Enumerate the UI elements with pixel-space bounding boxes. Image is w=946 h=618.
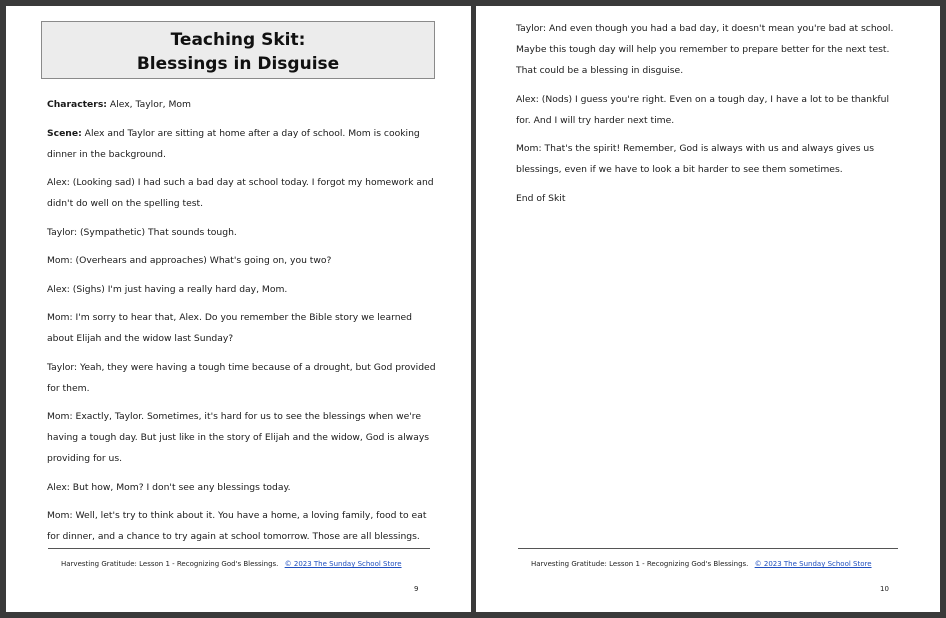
dialogue-line: Taylor: (Sympathetic) That sounds tough. bbox=[47, 226, 237, 238]
scene-label: Scene: bbox=[47, 127, 82, 139]
copyright-link[interactable]: © 2023 The Sunday School Store bbox=[284, 560, 402, 568]
end-of-skit: End of Skit bbox=[516, 192, 566, 204]
document-page-right bbox=[476, 6, 940, 612]
footer-divider bbox=[518, 548, 898, 549]
page-number: 10 bbox=[880, 585, 889, 593]
characters-value: Alex, Taylor, Mom bbox=[106, 99, 191, 110]
footer-lesson-text: Harvesting Gratitude: Lesson 1 - Recognizing God's Blessings. bbox=[61, 560, 279, 568]
dialogue-line: Mom: (Overhears and approaches) What's going on, you two? bbox=[47, 255, 332, 266]
dialogue-line: Mom: Well, let's try to think about it. You have a home, a loving family, food to eat for dinner, and a chance to try again at school tomorrow. Those are all blessings. bbox=[47, 510, 427, 542]
dialogue-line: Mom: Exactly, Taylor. Sometimes, it's hard for us to see the blessings when we're having a tough day. But just like in the story of Elijah and the widow, God is always providing for us. bbox=[47, 411, 430, 464]
characters-line bbox=[47, 94, 439, 115]
page-footer bbox=[61, 560, 402, 568]
characters-label: Characters: bbox=[47, 99, 107, 110]
dialogue-line: Alex: (Looking sad) I had such a bad day at school today. I forgot my homework and didn't do well on the spelling test. bbox=[47, 177, 434, 209]
scene-line bbox=[47, 123, 439, 165]
dialogue-line: Mom: I'm sorry to hear that, Alex. Do you remember the Bible story we learned about Elijah and the widow last Sunday? bbox=[47, 312, 413, 344]
title-line-2: Blessings in Disguise bbox=[136, 54, 340, 74]
dialogue-line: Mom: That's the spirit! Remember, God is always with us and always gives us blessings, even if we have to look a bit harder to see them sometimes. bbox=[516, 143, 875, 175]
document-page-left bbox=[6, 6, 471, 612]
skit-content-left bbox=[47, 94, 439, 555]
scene-value: Alex and Taylor are sitting at home after a day of school. Mom is cooking dinner in the background. bbox=[47, 127, 420, 160]
dialogue-line: Alex: (Nods) I guess you're right. Even on a tough day, I have a lot to be thankful for. And I will try harder next time. bbox=[516, 93, 890, 126]
page-number: 9 bbox=[414, 585, 419, 593]
dialogue-line: Taylor: And even though you had a bad day, it doesn't mean you're bad at school. Maybe this tough day will help you remember to prepare better for the next test. That could be a blessing in disguise. bbox=[516, 23, 894, 76]
page-footer bbox=[531, 560, 872, 568]
copyright-link[interactable]: © 2023 The Sunday School Store bbox=[754, 560, 872, 568]
footer-divider bbox=[48, 548, 430, 549]
dialogue-line: Alex: But how, Mom? I don't see any blessings today. bbox=[47, 481, 291, 493]
title-box bbox=[41, 21, 435, 79]
dialogue-line: Alex: (Sighs) I'm just having a really hard day, Mom. bbox=[47, 283, 288, 295]
footer-lesson-text: Harvesting Gratitude: Lesson 1 - Recognizing God's Blessings. bbox=[531, 560, 749, 568]
title-line-1: Teaching Skit: bbox=[170, 30, 306, 50]
dialogue-line: Taylor: Yeah, they were having a tough time because of a drought, but God provided for them. bbox=[47, 361, 436, 394]
skit-content-right bbox=[516, 18, 900, 216]
